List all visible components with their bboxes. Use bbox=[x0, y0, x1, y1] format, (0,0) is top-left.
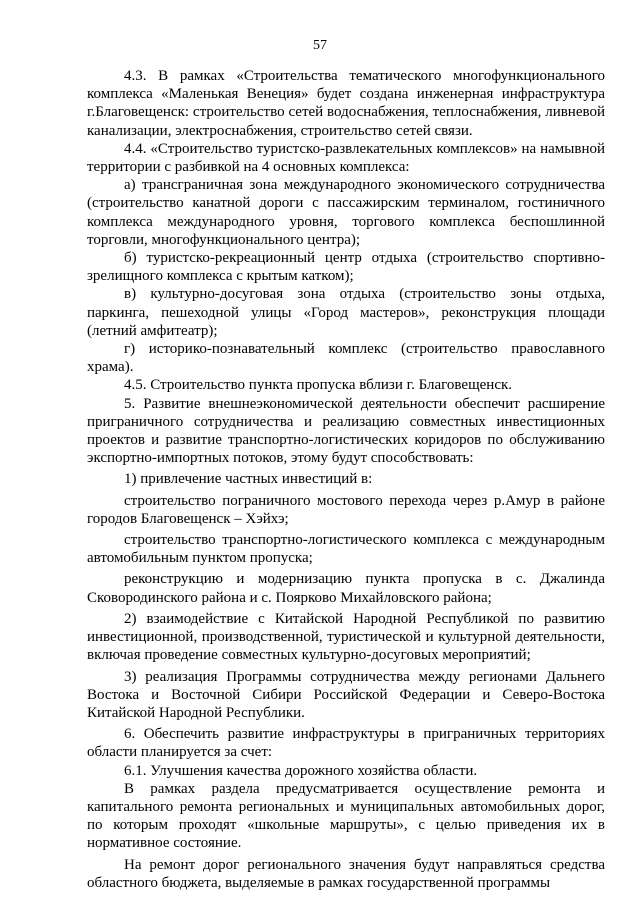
list-item-1: 1) привлечение частных инвестиций в: bbox=[124, 471, 373, 488]
paragraph-4-5: 4.5. Строительство пункта пропуска вблизи г. Благовещенск. bbox=[124, 377, 513, 394]
list-item-b: б) туристско-рекреационный центр отдыха (строительство спортивно-зрелищного комплекса с крытым катком); bbox=[87, 250, 605, 285]
paragraph-road-repair: В рамках раздела предусматривается осуществление ремонта и капитального ремонта региональных и муниципальных автомобильных дорог, по которым проходят «школьные маршруты», с целью приведения их в нормативное состояние. bbox=[87, 780, 605, 852]
page-number: 57 bbox=[313, 38, 327, 53]
list-item-g: г) историко-познавательный комплекс (строительство православного храма). bbox=[87, 341, 605, 376]
list-subitem-logistics: строительство транспортно-логистического комплекса с международным автомобильным пунктом пропуска; bbox=[87, 532, 605, 567]
list-subitem-reconstruction: реконструкцию и модернизацию пункта пропуска в с. Джалинда Сковородинского района и с. Поярково Михайловского района; bbox=[87, 571, 605, 606]
paragraph-5: 5. Развитие внешнеэкономической деятельности обеспечит расширение приграничного сотрудничества и реализацию совместных инвестиционных проектов и развитие транспортно-логистических коридоров по обслуживанию экспортно-импортных потоков, этому будут способствовать: bbox=[87, 395, 605, 467]
list-item-a: а) трансграничная зона международного экономического сотрудничества (строительство канатной дороги с пассажирским терминалом, гостиничного комплекса международного уровня, торгового комплекса беспошлинной торговли, многофункционального центра); bbox=[87, 177, 605, 248]
paragraph-4-4: 4.4. «Строительство туристско-развлекательных комплексов» на намывной территории с разбивкой на 4 основных комплекса: bbox=[87, 140, 605, 176]
list-subitem-bridge: строительство пограничного мостового перехода через р.Амур в районе городов Благовещенск – Хэйхэ; bbox=[87, 492, 605, 527]
paragraph-6: 6. Обеспечить развитие инфраструктуры в приграничных территориях области планируется за счет: bbox=[87, 726, 605, 761]
document-body bbox=[87, 67, 605, 892]
list-item-v: в) культурно-досуговая зона отдыха (строительство зоны отдыха, паркинга, пешеходной улицы «Город мастеров», реконструкция площади (летний амфитеатр); bbox=[87, 286, 605, 339]
list-item-3: 3) реализация Программы сотрудничества между регионами Дальнего Востока и Восточной Сибири Российской Федерации и Северо-Востока Китайской Народной Республики. bbox=[87, 668, 605, 721]
list-item-2: 2) взаимодействие с Китайской Народной Республикой по развитию инвестиционной, производственной, туристической и культурной деятельности, включая проведение совместных культурно-досуговых мероприятий; bbox=[87, 610, 605, 664]
paragraph-6-1: 6.1. Улучшения качества дорожного хозяйства области. bbox=[124, 762, 478, 779]
paragraph-4-3: 4.3. В рамках «Строительства тематического многофункционального комплекса «Маленькая Венеция» будет создана инженерная инфраструктура г.Благовещенск: строительство сетей водоснабжения, теплоснабжения, ливневой канализации, электроснабжения, строительство сетей связи. bbox=[87, 68, 605, 139]
paragraph-regional-roads: На ремонт дорог регионального значения будут направляться средства областного бюджета, выделяемые в рамках государственной программы bbox=[87, 856, 605, 891]
